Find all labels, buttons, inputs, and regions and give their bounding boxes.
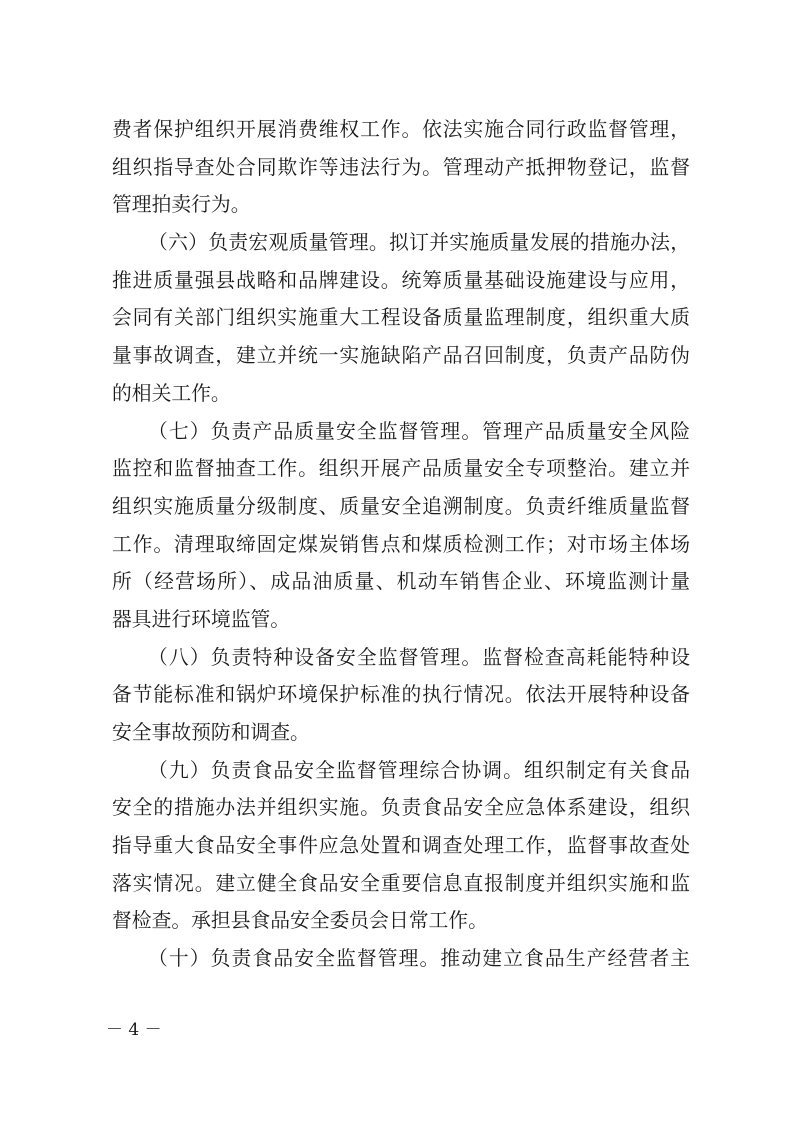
page-number: － 4 － bbox=[106, 1020, 162, 1040]
text-line: 会同有关部门组织实施重大工程设备质量监理制度，组织重大质 bbox=[112, 306, 690, 330]
text-line: 安全事故预防和调查。 bbox=[112, 721, 310, 744]
text-line: 器具进行环境监管。 bbox=[112, 607, 291, 631]
text-line: 安全的措施办法并组织实施。负责食品安全应急体系建设，组织 bbox=[112, 796, 690, 820]
text-line: （八）负责特种设备安全监督管理。监督检查高耗能特种设 bbox=[148, 645, 690, 669]
text-line: （九）负责食品安全监督管理综合协调。组织制定有关食品 bbox=[148, 758, 690, 782]
paragraph-continued bbox=[112, 111, 690, 224]
text-line: 的相关工作。 bbox=[112, 381, 231, 405]
text-line: （十）负责食品安全监督管理。推动建立食品生产经营者主 bbox=[148, 947, 690, 971]
text-line: （七）负责产品质量安全监督管理。管理产品质量安全风险 bbox=[148, 419, 690, 443]
text-line: 备节能标准和锅炉环境保护标准的执行情况。依法开展特种设备 bbox=[112, 683, 690, 707]
text-line: 推进质量强县战略和品牌建设。统筹质量基础设施建设与应用， bbox=[112, 268, 690, 292]
text-line: 督检查。承担县食品安全委员会日常工作。 bbox=[112, 909, 488, 933]
document-page-body bbox=[112, 111, 690, 978]
text-line: （六）负责宏观质量管理。拟订并实施质量发展的措施办法， bbox=[148, 231, 690, 255]
text-line: 管理拍卖行为。 bbox=[112, 193, 251, 217]
paragraph-item-10 bbox=[112, 940, 690, 978]
text-line: 量事故调查，建立并统一实施缺陷产品召回制度，负责产品防伪 bbox=[112, 344, 690, 368]
text-line: 指导重大食品安全事件应急处置和调查处理工作，监督事故查处 bbox=[112, 834, 690, 858]
text-line: 工作。清理取缔固定煤炭销售点和煤质检测工作；对市场主体场 bbox=[112, 532, 690, 556]
text-line: 组织实施质量分级制度、质量安全追溯制度。负责纤维质量监督 bbox=[112, 494, 690, 518]
paragraph-item-9 bbox=[112, 752, 690, 940]
text-line: 落实情况。建立健全食品安全重要信息直报制度并组织实施和监 bbox=[112, 871, 690, 895]
text-line: 监控和监督抽查工作。组织开展产品质量安全专项整治。建立并 bbox=[112, 457, 690, 481]
paragraph-item-8 bbox=[112, 639, 690, 752]
paragraph-item-7 bbox=[112, 413, 690, 639]
text-line: 所（经营场所）、成品油质量、机动车销售企业、环境监测计量 bbox=[112, 570, 690, 594]
text-line: 费者保护组织开展消费维权工作。依法实施合同行政监督管理， bbox=[112, 118, 690, 141]
text-line: 组织指导查处合同欺诈等违法行为。管理动产抵押物登记，监督 bbox=[112, 155, 690, 179]
paragraph-item-6 bbox=[112, 224, 690, 412]
